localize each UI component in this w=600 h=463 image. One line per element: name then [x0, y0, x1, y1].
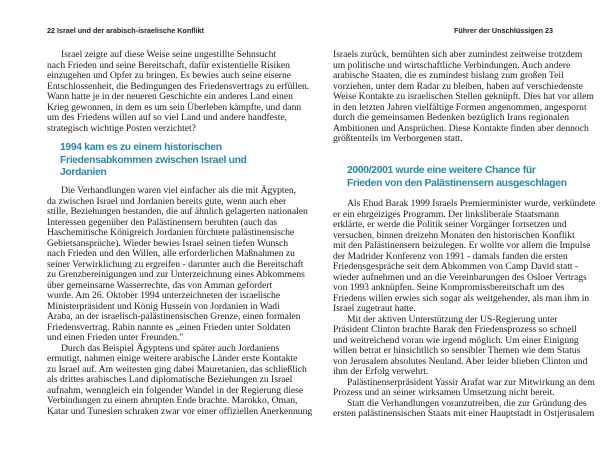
text-line: von Jerusalem absolutes Neuland. Aber leider blieben Clinton und [333, 355, 588, 367]
text-line: ihm der Erfolg verwehrt. [333, 366, 429, 377]
text-line: wieder aufnehmen und an die Vereinbarungen des Osloer Vertrags [333, 271, 587, 283]
right-page [300, 0, 600, 463]
heading-line: Jordanien [60, 167, 107, 178]
text-line: um des Friedens willen auf so viel Land und andere handfeste, [47, 112, 288, 123]
text-line: ermutigt, nahmen einige weitere arabische Länder erste Kontakte [47, 353, 298, 364]
text-line: Friedensvertrag. Rabin nannte es „einen Frieden unter Soldaten [47, 321, 291, 333]
text-line: da zwischen Israel und Jordanien bereits gute, wenn auch eher [47, 195, 287, 207]
text-line: Weise Kontakte zu israelischen Stellen geknüpft. Dies hat vor allem [333, 91, 594, 102]
text-line: wurde. Am 26. Oktober 1994 unterzeichneten der israelische [47, 290, 281, 301]
text-line: Israels zurück, bemühten sich aber zumindest zeitweise trotzdem [333, 49, 583, 60]
text-line: Araba, an der israelisch-palästinensischen Grenze, einen formalen [47, 311, 301, 322]
text-line: Friedens willen erwies sich sogar als weitgehender, als man ihm in [333, 292, 590, 304]
text-line: nach Frieden und den Willen, alle erforderlichen Maßnahmen zu [47, 248, 295, 259]
paragraph [47, 185, 308, 344]
section-heading [347, 165, 597, 190]
text-line: Die Verhandlungen waren viel einfacher als die mit Ägypten, [61, 185, 297, 196]
text-line: aufnahm, wenngleich ein folgender Wandel in der Regierung diese [47, 384, 304, 396]
text-line: einzugehen und Opfer zu bringen. Es bewies auch seine eiserne [47, 70, 292, 81]
text-line: seiner Verwirklichung zu ergreifen - darunter auch die Bereitschaft [47, 258, 304, 270]
paragraph [47, 49, 310, 134]
text-line: als drittes arabisches Land diplomatische Beziehungen zu Israel [47, 374, 293, 385]
text-line: Ministerpräsident und König Hussein von Jordanien in Wadi [47, 300, 280, 312]
text-line: versuchen, binnen dreizehn Monaten den historischen Konflikt [333, 229, 575, 241]
text-line: Prozess und an seiner wirksamen Umsetzung nicht bereit. [333, 387, 555, 398]
text-line: arabische Staaten, die es zumindest bislang zum großen Teil [333, 70, 564, 81]
text-line: erklärte, er werde die Politik seiner Vorgänger fortsetzen und [333, 219, 567, 230]
paragraph [47, 342, 313, 418]
text-line: und weitreichend voran wie irgend möglich. Um einer Einigung [333, 334, 579, 346]
text-line: Ambitionen und Ansprüchen. Diese Kontakte finden aber dennoch [333, 122, 589, 134]
paragraph [333, 376, 595, 399]
text-line: Verbindungen zu einem abrupten Ende brachte. Marokko, Oman, [47, 395, 298, 406]
text-line: Friedensgespräche seit dem Abkommen von Camp David statt - [333, 261, 579, 272]
text-line: ersten palästinensischen Staats mit einer Hauptstadt in Ostjerusalem [333, 408, 595, 419]
text-line: um politische und wirtschaftliche Verbindungen. Auch andere [333, 59, 571, 71]
text-line: er ein ehrgeiziges Programm. Der linksliberale Staatsmann [333, 208, 560, 220]
paragraph [333, 49, 594, 145]
text-line: nach Frieden und seine Bereitschaft, dafür existentielle Risiken [47, 59, 290, 71]
heading-line: 1994 kam es zu einem historischen [60, 142, 222, 153]
paragraph [333, 198, 596, 315]
text-line: von 1993 anknüpfen. Seine Kompromissbereitschaft um des [333, 282, 565, 293]
running-head: Führer der Unschlüssigen 23 [453, 26, 553, 35]
text-line: Statt die Verhandlungen voranzutreiben, die zur Gründung des [347, 397, 587, 409]
text-line: Mit der aktiven Unterstützung der US-Regierung unter [347, 313, 558, 325]
text-line: Israel zugetraut hatte. [333, 303, 416, 314]
text-line: Palästinenserpräsident Yassir Arafat war zur Mitwirkung an dem [347, 376, 595, 388]
text-line: Präsident Clinton brachte Barak den Friedensprozess so schnell [333, 324, 577, 335]
text-line: Haschemitische Königreich Jordanien fürchtete palästinensische [47, 227, 295, 238]
text-line: in den letzten Jahren vielfältige Formen angenommen, angespornt [333, 101, 587, 113]
paragraph [333, 313, 588, 378]
heading-line: 2000/2001 wurde eine weitere Chance für [347, 165, 536, 176]
text-line: Katar und Tunesien schraken zwar vor einer offiziellen Anerkennung [47, 405, 313, 417]
text-line: Israel zeigte auf diese Weise seine ungestillte Sehnsucht [61, 49, 277, 60]
text-line: durch die gemeinsamen Bedenken bezüglich Irans regionalen [333, 112, 570, 123]
text-line: strategisch wichtige Posten verzichtet? [47, 122, 196, 134]
text-line: Entschlossenheit, die Bedingungen des Friedensvertrags zu erfüllen. [47, 80, 310, 92]
text-line: Wann hatte je in der neueren Geschichte ein anderes Land einen [47, 91, 293, 102]
text-line: größtenteils im Verborgenen statt. [333, 133, 463, 144]
text-line: der Madrider Konferenz von 1991 - damals fanden die ersten [333, 250, 568, 262]
running-head: 22 Israel und der arabisch-israelische Konflikt [47, 26, 204, 35]
text-line: Gebietsansprüche). Wieder bewies Israel seinen tiefen Wunsch [47, 237, 289, 249]
text-line: vorziehen, unter dem Radar zu bleiben, haben auf verschiedenste [333, 80, 583, 92]
text-line: Interessen gegenüber den Palästinensern beruhten (auch das [47, 216, 278, 228]
text-line: willen betrat er hinsichtlich so sensibler Themen wie dem Status [333, 345, 581, 356]
heading-line: Friedensabkommen zwischen Israel und [60, 154, 247, 166]
paragraph [333, 397, 595, 420]
heading-line: Frieden von den Palästinensern ausgeschlagen [347, 177, 567, 189]
text-line: stille, Beziehungen bestanden, die auf ähnlich gelagerten nationalen [47, 206, 308, 217]
text-line: über gemeinsame Wasserrechte, das von Amman gefordert [47, 279, 273, 291]
text-line: und einen Frieden unter Freunden." [47, 332, 184, 343]
section-heading [60, 142, 295, 180]
text-line: Durch das Beispiel Ägyptens und später auch Jordaniens [61, 342, 280, 354]
text-line: Krieg gewonnen, in dem es um sein Überleben kämpfte, und dann [47, 101, 302, 113]
text-line: zu Grenzbereinigungen und zur Unterzeichnung eines Abkommens [47, 269, 305, 280]
text-line: zu Israel auf. Am weitesten ging dabei Mauretanien, das schließlich [47, 363, 307, 375]
text-line: Als Ehud Barak 1999 Israels Premierminister wurde, verkündete [347, 198, 596, 209]
text-line: mit den Palästinensern beizulegen. Er wollte vor allem die Impulse [333, 240, 591, 251]
